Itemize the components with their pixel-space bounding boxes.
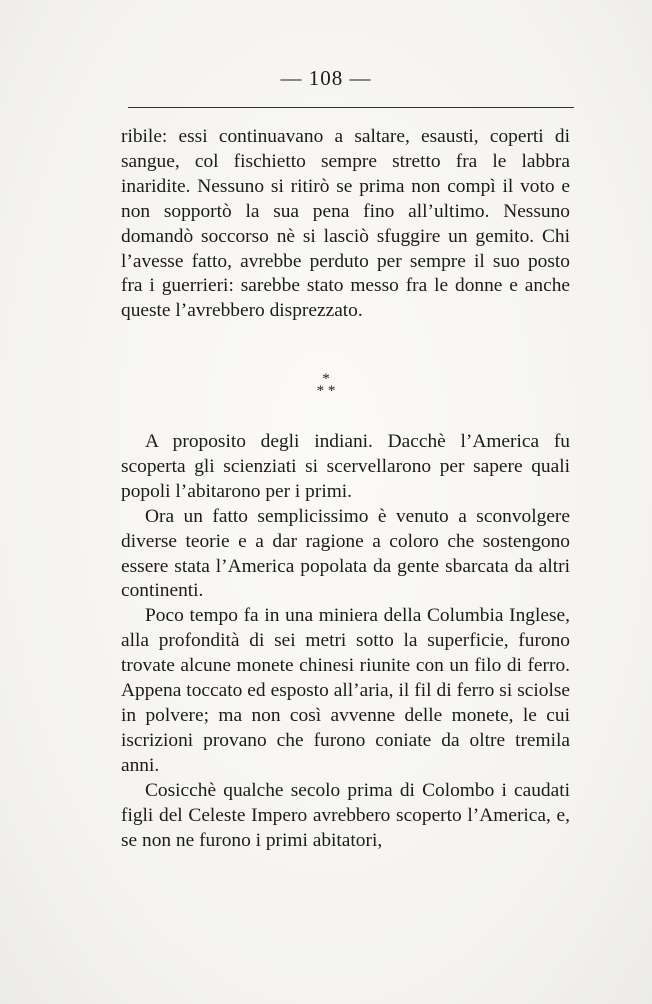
paragraph: Ora un fatto semplicissimo è venuto a sconvolgere diverse teorie e a dar ragione a coloro che sostengono essere stata l’America popolata da gente sbarcata da altri continenti. bbox=[121, 505, 570, 602]
paragraph-continued: ribile: essi continuavano a saltare, esausti, coperti di sangue, col fischietto sempre stretto fra le labbra inaridite. Nessuno si ritirò se prima non compì il voto e non sopportò la sua pena fino all’ultimo. Nessuno domandò soccorso nè si lasciò sfuggire un gemito. Chi l’avesse fatto, avrebbe perduto per sempre il suo posto fra i guerrieri: sarebbe stato messo fra le donne e anche queste l’avrebbero disprezzato. bbox=[121, 126, 570, 322]
section-2 bbox=[121, 430, 570, 853]
paragraph: Poco tempo fa in una miniera della Columbia Inglese, alla profondità di sei metri sotto la superficie, furono trovate alcune monete chinesi riunite con un filo di ferro. Appena toccato ed esposto all’aria, il fil di ferro si sciolse in polvere; ma non così avvenne delle monete, le cui iscrizioni provano che furono coniate da oltre tremila anni. bbox=[121, 605, 570, 776]
page-number: — 108 — bbox=[280, 66, 372, 90]
paragraph: A proposito degli indiani. Dacchè l’America fu scoperta gli scienziati si scervellarono per sapere quali popoli l’abitarono per i primi. bbox=[121, 431, 570, 502]
header-rule bbox=[128, 107, 574, 108]
asterism-bottom: * * bbox=[316, 383, 336, 399]
asterism-top: * bbox=[322, 371, 330, 387]
section-separator-asterism bbox=[0, 373, 652, 397]
section-1 bbox=[121, 125, 570, 324]
paragraph: Cosicchè qualche secolo prima di Colombo i caudati figli del Celeste Impero avrebbero scoperto l’America, e, se non ne furono i primi abitatori, bbox=[121, 779, 570, 851]
